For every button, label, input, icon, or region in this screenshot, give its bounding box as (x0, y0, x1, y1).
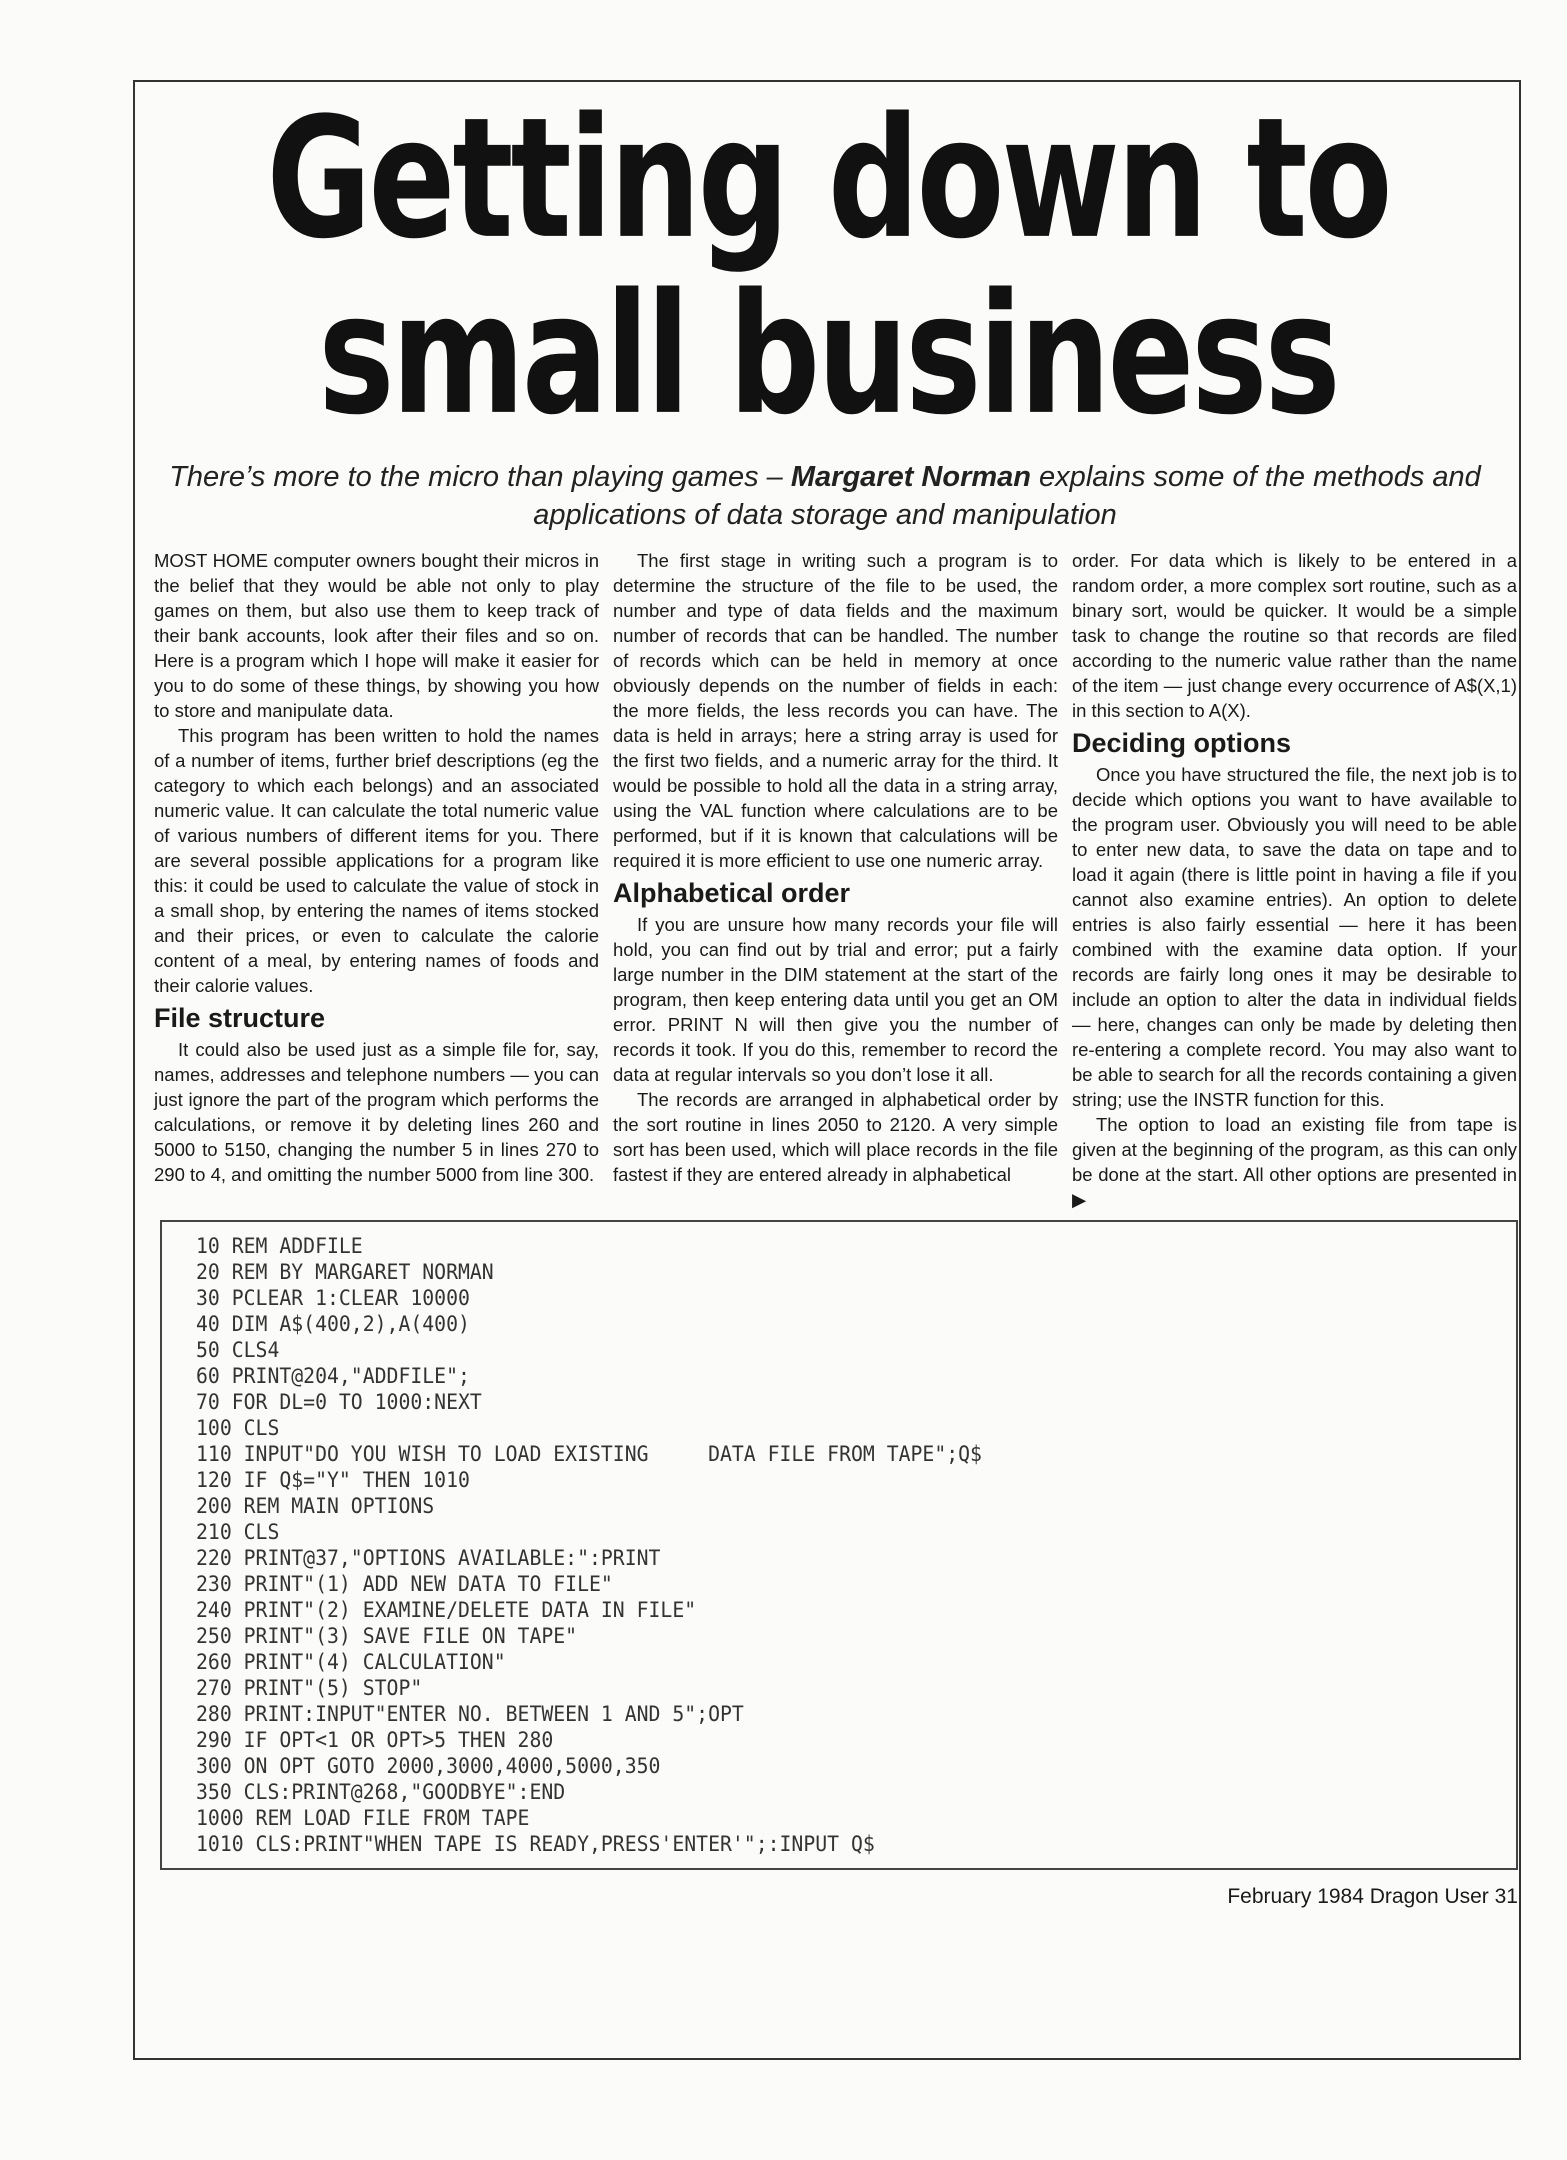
code-line: 210 CLS (196, 1520, 280, 1545)
code-line: 220 PRINT@37,"OPTIONS AVAILABLE:":PRINT (196, 1546, 661, 1571)
program-listing (160, 1220, 1518, 1870)
author-name: Margaret Norman (790, 461, 1031, 493)
text-columns (154, 548, 1518, 1212)
paragraph: MOST HOME computer owners bought their micros in the belief that they would be able not only to play games on them, but also use them to keep track of their bank accounts, look after their files and so on. Here is a program which I hope will make it easier for you to do some of these things, by showing you how to store and manipulate data. (154, 550, 599, 721)
code-line: 110 INPUT"DO YOU WISH TO LOAD EXISTING DATA FILE FROM TAPE";Q$ (196, 1442, 982, 1467)
code-line: 1000 REM LOAD FILE FROM TAPE (196, 1806, 530, 1831)
code-line: 70 FOR DL=0 TO 1000:NEXT (196, 1390, 482, 1415)
code-line: 20 REM BY MARGARET NORMAN (196, 1260, 494, 1285)
code-line: 300 ON OPT GOTO 2000,3000,4000,5000,350 (196, 1754, 661, 1779)
column-2 (613, 548, 1058, 1187)
code-line: 240 PRINT"(2) EXAMINE/DELETE DATA IN FILE" (196, 1598, 697, 1623)
standfirst-text: There’s more to the micro than playing games – (169, 461, 791, 493)
paragraph: This program has been written to hold the names of a number of items, further brief descriptions (eg the category to which each belongs) and an associated numeric value. It can calculate the total numeric value of various numbers of different items for you. There are several possible applications for a program like this: it could be used to calculate the value of stock in a small shop, by entering the names of items stocked and their prices, or even to calculate the calorie content of a meal, by entering names of foods and their calorie values. (154, 725, 599, 996)
code-line: 230 PRINT"(1) ADD NEW DATA TO FILE" (196, 1572, 613, 1597)
standfirst-text-end: explains some of the methods and applications of data storage and manipulation (533, 461, 1481, 531)
code-line: 270 PRINT"(5) STOP" (196, 1676, 423, 1701)
code-line: 250 PRINT"(3) SAVE FILE ON TAPE" (196, 1624, 578, 1649)
page-footer: February 1984 Dragon User 31 (1227, 1885, 1518, 1908)
headline-line-1: Getting down to (266, 82, 1390, 277)
paragraph: The first stage in writing such a program is to determine the structure of the file to be used, the number and type of data fields and the maximum number of records that can be handled. The number of records which can be held in memory at once obviously depends on the number of fields in each: the more fields, the less records you can have. The data is held in arrays; here a string array is used for the first two fields, and a numeric array for the third. It would be possible to hold all the data in a string array, using the VAL function where calculations are to be performed, but if it is known that calculations will be required it is more efficient to use one numeric array. (613, 550, 1058, 871)
section-heading: Deciding options (1072, 728, 1291, 758)
article-body (154, 548, 1518, 1910)
code-line: 120 IF Q$="Y" THEN 1010 (196, 1468, 470, 1493)
code-line: 10 REM ADDFILE (196, 1234, 363, 1259)
paragraph: The records are arranged in alphabetical order by the sort routine in lines 2050 to 2120. A very simple sort has been used, which will place records in the file fastest if they are entered already in alphabetical (613, 1089, 1058, 1185)
code-line: 260 PRINT"(4) CALCULATION" (196, 1650, 506, 1675)
code-line: 30 PCLEAR 1:CLEAR 10000 (196, 1286, 470, 1311)
code-line: 290 IF OPT<1 OR OPT>5 THEN 280 (196, 1728, 554, 1753)
code-line: 200 REM MAIN OPTIONS (196, 1494, 435, 1519)
paragraph: The option to load an existing file from tape is given at the beginning of the program, as this can only be done at the start. All other options are presented in ▶ (1072, 1114, 1517, 1210)
column-3 (1072, 548, 1517, 1212)
headline-line-2: small business (318, 258, 1338, 453)
section-heading: File structure (154, 1003, 326, 1033)
section-heading: Alphabetical order (613, 878, 851, 908)
code-line: 50 CLS4 (196, 1338, 280, 1363)
code-line: 280 PRINT:INPUT"ENTER NO. BETWEEN 1 AND 5";OPT (196, 1702, 744, 1727)
code-line: 1010 CLS:PRINT"WHEN TAPE IS READY,PRESS'ENTER'";:INPUT Q$ (196, 1832, 875, 1857)
paragraph: Once you have structured the file, the next job is to decide which options you want to have available to the program user. Obviously you will need to be able to enter new data, to save the data on tape and to load it again (there is little point in having a file if you cannot also examine entries). An option to delete entries is also fairly essential — here it has been combined with the examine data option. If your records are fairly long ones it may be desirable to include an option to alter the data in individual fields — here, changes can only be made by deleting then re-entering a complete record. You may also want to be able to search for all the records containing a given string; use the INSTR function for this. (1072, 764, 1517, 1110)
standfirst (160, 458, 1490, 534)
code-line: 60 PRINT@204,"ADDFILE"; (196, 1364, 470, 1389)
paragraph: order. For data which is likely to be entered in a random order, a more complex sort routine, such as a binary sort, would be quicker. It would be a simple task to change the routine so that records are filed according to the numeric value rather than the name of the item — just change every occurrence of A$(X,1) in this section to A(X). (1072, 550, 1517, 721)
code-line: 40 DIM A$(400,2),A(400) (196, 1312, 470, 1337)
column-1 (154, 548, 599, 1187)
paragraph: If you are unsure how many records your file will hold, you can find out by trial and error; put a fairly large number in the DIM statement at the start of the program, then keep entering data until you get an OM error. PRINT N will then give you the number of records it took. If you do this, remember to record the data at regular intervals so you don’t lose it all. (613, 914, 1058, 1085)
paragraph: It could also be used just as a simple file for, say, names, addresses and telephone numbers — you can just ignore the part of the program which performs the calculations, or remove it by deleting lines 260 and 5000 to 5150, changing the number 5 in lines 270 to 290 to 4, and omitting the number 5000 from line 300. (154, 1039, 599, 1185)
code-line: 100 CLS (196, 1416, 280, 1441)
code-line: 350 CLS:PRINT@268,"GOODBYE":END (196, 1780, 566, 1805)
